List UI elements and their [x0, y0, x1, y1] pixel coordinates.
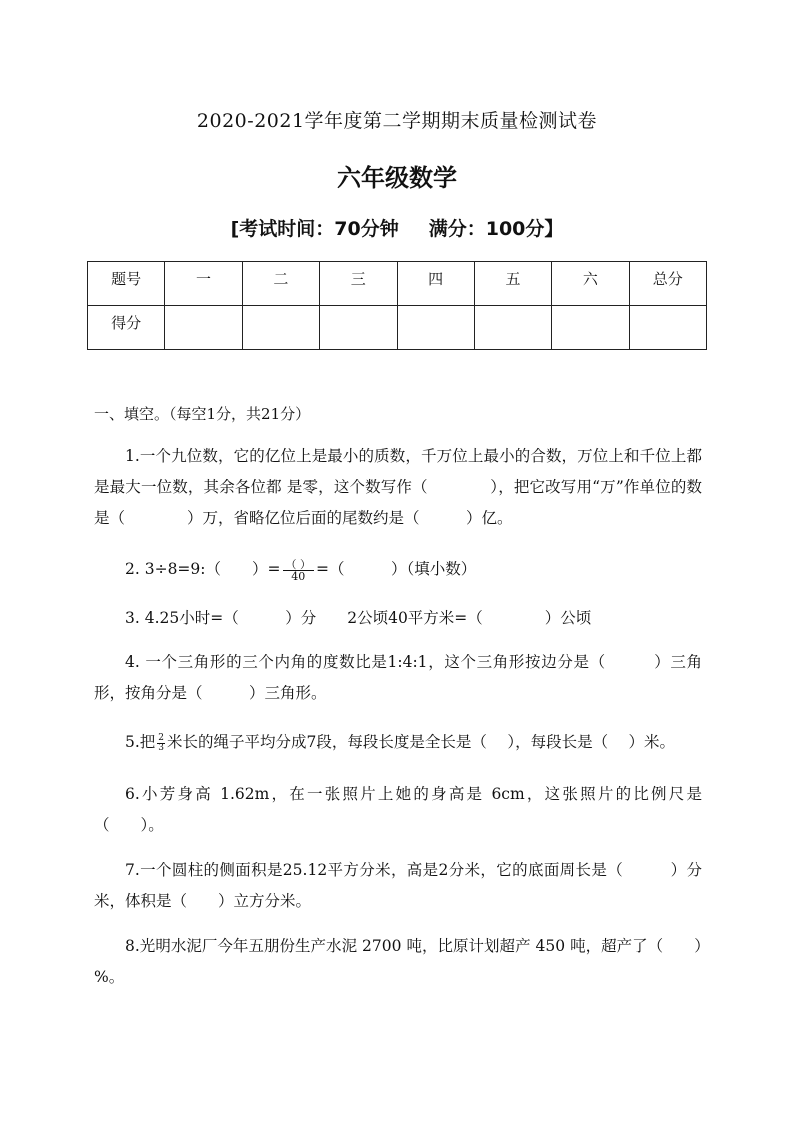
question-3 — [94, 603, 702, 634]
fraction-numerator: 2 — [158, 732, 165, 743]
exam-info — [0, 214, 794, 241]
table-cell: 六 — [552, 262, 629, 306]
fraction — [283, 559, 315, 582]
score-entry-cell[interactable] — [629, 306, 706, 350]
question-6 — [94, 779, 702, 841]
question-text: 1.一个九位数，它的亿位上是最小的质数，千万位上最小的合数，万位上和千位上都是最大一位数，其余各位都 是零，这个数写作（ ），把它改写用“万”作单位的数是（ ）万，省略亿位后面的尾数约是（ ）亿。 — [94, 447, 702, 527]
exam-title: 2020-2021学年度第二学期期末质量检测试卷 — [196, 110, 598, 132]
table-cell: 总分 — [629, 262, 706, 306]
question-text: 6.小芳身高 1.62m，在一张照片上她的身高是 6cm，这张照片的比例尺是（ ）。 — [94, 785, 702, 834]
question-text: 5.把 — [125, 733, 156, 751]
table-cell: 三 — [320, 262, 397, 306]
table-cell: 题号 — [88, 262, 165, 306]
score-table-score-row — [88, 306, 707, 350]
score-entry-cell[interactable] — [242, 306, 319, 350]
score-entry-cell[interactable] — [474, 306, 551, 350]
subject-title: 六年级数学 — [337, 164, 457, 192]
question-text: 米长的绳子平均分成7段，每段长度是全长是（ ），每段长是（ ）米。 — [167, 733, 675, 751]
score-entry-cell[interactable] — [165, 306, 242, 350]
table-cell: 二 — [242, 262, 319, 306]
question-5 — [94, 727, 702, 758]
question-7 — [94, 855, 702, 917]
table-cell: 一 — [165, 262, 242, 306]
question-text: 7.一个圆柱的侧面积是25.12平方分米，高是2分米，它的底面周长是（ ）分米，体积是（ ）立方分米。 — [94, 861, 702, 910]
score-entry-cell[interactable] — [397, 306, 474, 350]
exam-full-score: 满分：100分】 — [428, 218, 564, 240]
table-cell: 得分 — [88, 306, 165, 350]
question-text: 3. 4.25小时=（ ）分 2公顷40平方米=（ ）公顷 — [125, 609, 592, 627]
question-4 — [94, 647, 702, 709]
fraction — [157, 734, 165, 753]
score-entry-cell[interactable] — [320, 306, 397, 350]
question-2 — [94, 554, 702, 585]
score-entry-cell[interactable] — [552, 306, 629, 350]
score-table — [87, 261, 707, 350]
table-cell: 四 — [397, 262, 474, 306]
question-1 — [94, 441, 702, 534]
question-text: 4. 一个三角形的三个内角的度数比是1:4:1，这个三角形按边分是（ ）三角形，按角分是（ ）三角形。 — [94, 653, 702, 702]
score-table-header-row — [88, 262, 707, 306]
exam-time: [考试时间：70分钟 — [230, 218, 399, 240]
section-heading: 一、填空。（每空1分，共21分） — [94, 405, 311, 423]
fraction-denominator: 3 — [158, 742, 165, 753]
question-text: 8.光明水泥厂今年五朋份生产水泥 2700 吨，比原计划超产 450 吨，超产了（ ）%。 — [94, 937, 702, 986]
table-cell: 五 — [474, 262, 551, 306]
fraction-numerator: （ ） — [283, 559, 315, 571]
fraction-denominator: 40 — [291, 569, 306, 583]
question-text: =（ ）（填小数） — [316, 560, 477, 578]
question-text: 2. 3÷8=9:（ ）= — [125, 560, 281, 578]
question-8 — [94, 931, 702, 993]
